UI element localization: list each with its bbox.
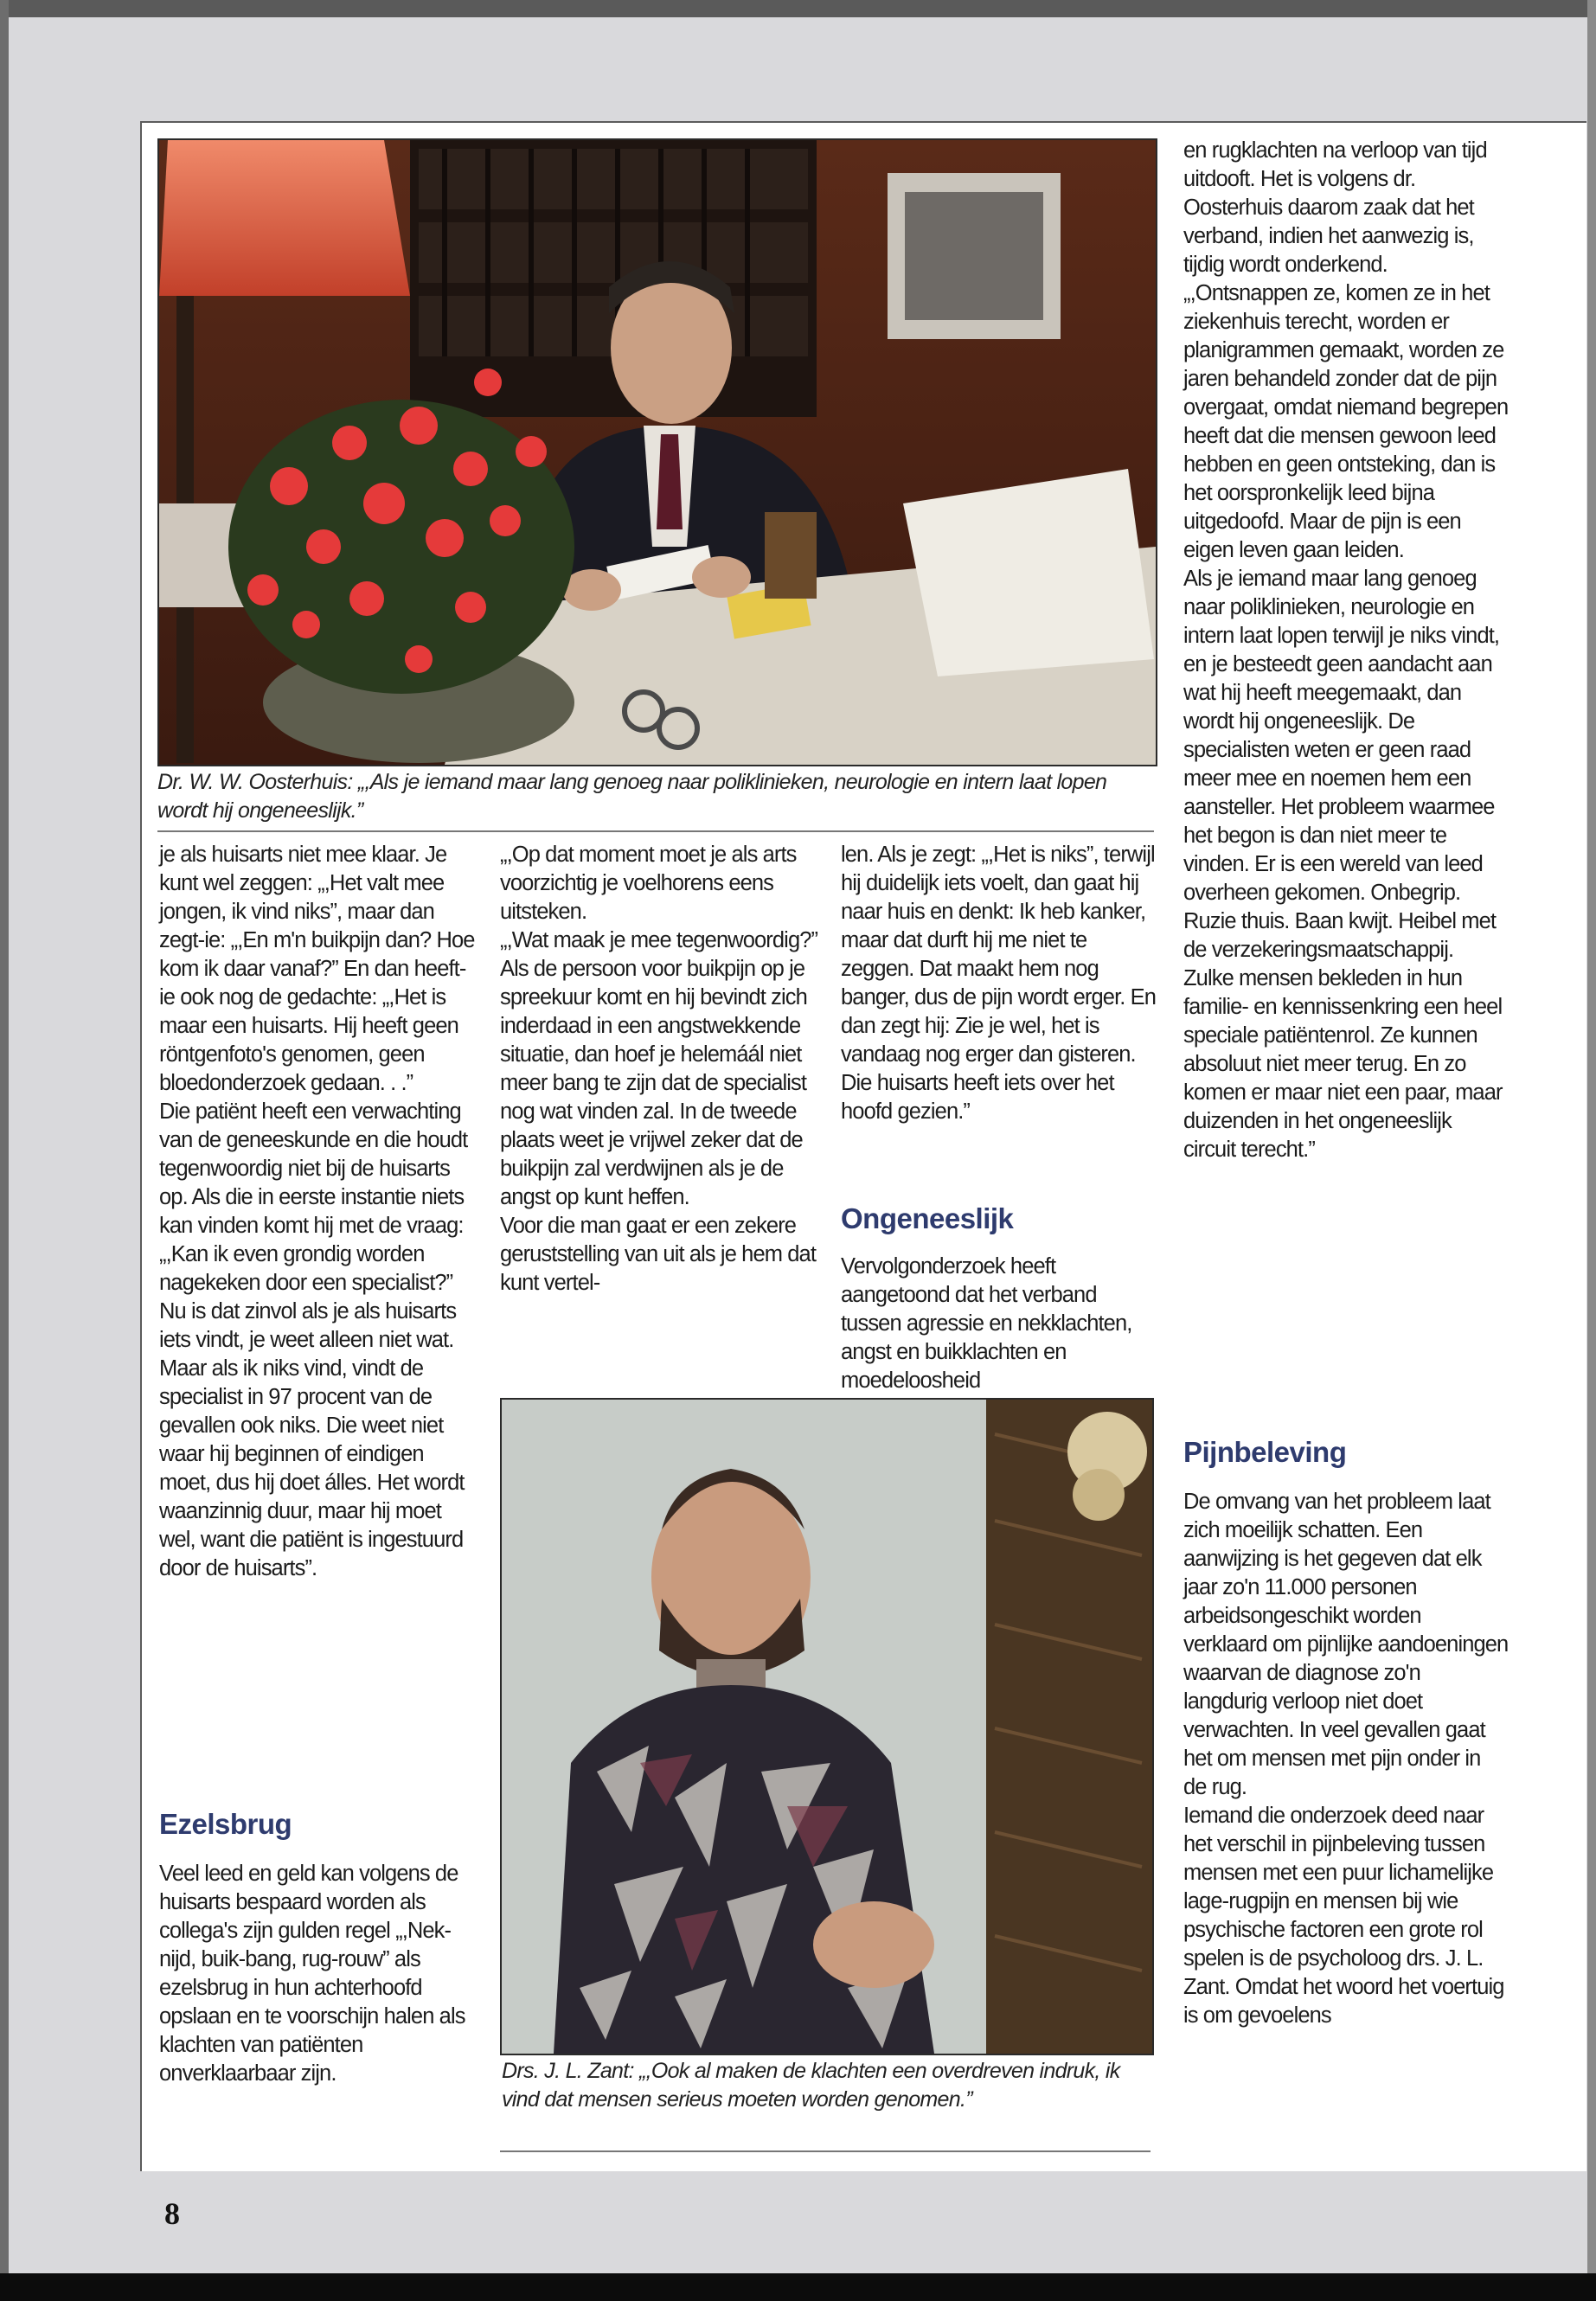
scan-border-left <box>0 0 9 2301</box>
column-1-continued <box>159 1860 478 2088</box>
col4-paragraph-3: Als je iemand maar lang genoeg naar poliklinieken, neurologie en intern laat lopen terwijl je niks vindt, en je besteedt geen aandacht aan wat hij heeft meegemaakt, dan wordt hij ongeneeslijk. De specialisten weten er geen raad meer mee en noemen hem een aansteller. Het probleem waarmee het begon is dan niet meer te vinden. Er is een wereld van leed overheen gekomen. Onbegrip. Ruzie thuis. Baan kwijt. Heibel met de verzekeringsmaatschappij. Zulke mensen bekleden in hun familie- en kennissenkring een heel speciale patiëntenrol. Ze kunnen absoluut niet meer terug. En zo komen er maar niet een paar, maar duizenden in het ongeneeslijk circuit terecht.” <box>1183 567 1503 1162</box>
col4-paragraph-1: en rugklachten na verloop van tijd uitdooft. Het is volgens dr. Oosterhuis daarom zaak dat het verband, indien het aanwezig is, tijdig wordt onderkend. <box>1183 138 1487 277</box>
photo-caption-zant: Drs. J. L. Zant: „,Ook al maken de klachten een overdreven indruk, ik vind dat mensen serieus moeten worden genomen.” <box>502 2059 1120 2112</box>
heading-pijnbeleving: Pijnbeleving <box>1183 1436 1347 1468</box>
col3-paragraph-2: Vervolgonderzoek heeft aangetoond dat het verband tussen agressie en nekklachten, angst en buikklachten en moedeloosheid <box>841 1254 1132 1393</box>
magazine-page <box>9 17 1587 2273</box>
column-3 <box>841 841 1159 1126</box>
col2-paragraph-2: „,Wat maak je mee tegenwoordig?” Als de persoon voor buikpijn op je spreekuur komt en hij bevindt zich inderdaad in een angstwekkende situatie, dan hoef je helemáál niet meer bang te zijn dat de specialist nog wat vinden zal. In de tweede plaats weet je vrijwel zeker dat de buikpijn zal verdwijnen als je de angst op kunt heffen. <box>500 928 818 1209</box>
col2-paragraph-1: „,Op dat moment moet je als arts voorzichtig je voelhorens eens uitsteken. <box>500 843 797 924</box>
photo-zant <box>500 1398 1154 2055</box>
col4-paragraph-4: De omvang van het probleem laat zich moeilijk schatten. Een aanwijzing is het gegeven dat elk jaar zo'n 11.000 personen arbeidsongeschikt worden verklaard om pijnlijke aandoeningen waarvan de diagnose zo'n langdurig verloop niet doet verwachten. In veel gevallen gaat het om mensen met pijn onder in de rug. <box>1183 1490 1509 1799</box>
col1-paragraph-2: Die patiënt heeft een verwachting van de geneeskunde en die houdt tegenwoordig niet bij de huisarts op. Als die in eerste instantie niets kan vinden komt hij met de vraag: „,Kan ik even grondig worden nagekeken door een specialist?” Nu is dat zinvol als je als huisarts iets vindt, je weet alleen niet wat. Maar als ik niks vind, vindt de specialist in 97 procent van de gevallen ook niks. Die weet niet waar hij beginnen of eindigen moet, dus hij doet álles. Het wordt waanzinnig duur, maar hij moet wel, want die patiënt is ingestuurd door de huisarts”. <box>159 1099 468 1580</box>
col2-paragraph-3: Voor die man gaat er een zekere geruststelling van uit als je hem dat kunt vertel- <box>500 1214 817 1295</box>
scan-border-bottom <box>0 2273 1596 2301</box>
page-number: 8 <box>164 2196 180 2231</box>
column-2 <box>500 841 822 1298</box>
scan-border-top <box>0 0 1596 17</box>
photo-oosterhuis <box>157 138 1157 766</box>
col1-paragraph-3: Veel leed en geld kan volgens de huisarts bespaard worden als collega's zijn gulden regel „,Nek-nijd, buik-bang, rug-rouw” als ezelsbrug in hun achterhoofd opslaan en te voorschijn halen als klachten van patiënten onverklaarbaar zijn. <box>159 1862 465 2086</box>
caption-rule-top <box>157 830 1154 832</box>
photo-caption-oosterhuis: Dr. W. W. Oosterhuis: „,Als je iemand maar lang genoeg naar poliklinieken, neurologie en intern laat lopen wordt hij ongeneeslijk.” <box>157 770 1107 823</box>
column-4-continued <box>1183 1488 1509 2030</box>
col4-paragraph-2: „,Ontsnappen ze, komen ze in het ziekenhuis terecht, worden er planigrammen gemaakt, worden ze jaren behandeld zonder dat de pijn overgaat, omdat niemand begrepen heeft dat die mensen gewoon leed hebben en geen ontsteking, dan is het oorspronkelijk leed bijna uitgedoofd. Maar de pijn is een eigen leven gaan leiden. <box>1183 281 1509 562</box>
col3-paragraph-1: len. Als je zegt: „,Het is niks”, terwijl hij duidelijk iets voelt, dan gaat hij naar huis en denkt: Ik heb kanker, maar dat durft hij me niet te zeggen. Dat maakt hem nog banger, dus de pijn wordt erger. En dan zegt hij: Zie je wel, het is vandaag nog erger dan gisteren. Die huisarts heeft iets over het hoofd gezien.” <box>841 843 1157 1124</box>
column-1 <box>159 841 478 1583</box>
col1-paragraph-1: je als huisarts niet mee klaar. Je kunt wel zeggen: „,Het valt mee jongen, ik vind niks”, maar dan zegt-ie: „,En m'n buikpijn dan? Hoe kom ik daar vanaf?” En dan heeft-ie ook nog de gedachte: „,Het is maar een huisarts. Hij heeft geen röntgenfoto's genomen, geen bloedonderzoek gedaan. . .” <box>159 843 475 1095</box>
scan-border-right <box>1587 0 1596 2301</box>
col4-paragraph-5: Iemand die onderzoek deed naar het verschil in pijnbeleving tussen mensen met een puur lichamelijke lage-rugpijn en mensen bij wie psychische factoren een grote rol spelen is de psycholoog drs. J. L. Zant. Omdat het woord het voertuig is om gevoelens <box>1183 1804 1504 2028</box>
column-4 <box>1183 137 1509 1164</box>
heading-ezelsbrug: Ezelsbrug <box>159 1808 292 1840</box>
heading-ongeneeslijk: Ongeneeslijk <box>841 1202 1014 1234</box>
caption-rule-bottom <box>500 2150 1151 2152</box>
column-3-continued <box>841 1253 1159 1395</box>
